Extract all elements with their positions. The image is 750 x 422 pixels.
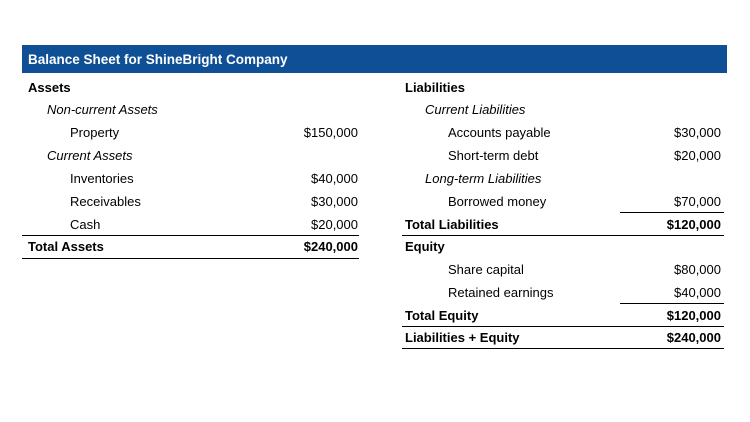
non-current-assets-label: Non-current Assets [47, 102, 158, 117]
current-liabilities-label: Current Liabilities [425, 102, 526, 117]
equity-subtotal-rule [620, 303, 724, 304]
retained-earnings-value: $40,000 [674, 285, 721, 300]
total-liabilities-value: $120,000 [666, 217, 721, 232]
share-capital-label: Share capital [448, 262, 524, 277]
total-assets-bottom-rule [22, 258, 359, 259]
equity-heading: Equity [405, 239, 445, 254]
total-assets-value: $240,000 [303, 239, 358, 254]
total-assets-top-rule [22, 235, 359, 236]
grand-total-rule [402, 348, 724, 349]
share-capital-value: $80,000 [674, 262, 721, 277]
property-value: $150,000 [303, 125, 358, 140]
short-term-debt-value: $20,000 [674, 148, 721, 163]
accounts-payable-value: $30,000 [674, 125, 721, 140]
total-assets-label: Total Assets [28, 239, 104, 254]
receivables-label: Receivables [70, 194, 141, 209]
borrowed-money-value: $70,000 [674, 194, 721, 209]
liabilities-heading: Liabilities [405, 80, 465, 95]
liabilities-subtotal-rule [620, 212, 724, 213]
total-liabilities-rule [402, 235, 724, 236]
current-assets-label: Current Assets [47, 148, 133, 163]
short-term-debt-label: Short-term debt [448, 148, 539, 163]
long-term-liabilities-label: Long-term Liabilities [425, 171, 542, 186]
property-label: Property [70, 125, 120, 140]
total-equity-label: Total Equity [405, 308, 479, 323]
total-equity-value: $120,000 [666, 308, 721, 323]
inventories-label: Inventories [70, 171, 134, 186]
total-liabilities-label: Total Liabilities [405, 217, 499, 232]
cash-value: $20,000 [311, 217, 358, 232]
accounts-payable-label: Accounts payable [448, 125, 551, 140]
cash-label: Cash [70, 217, 101, 232]
receivables-value: $30,000 [311, 194, 358, 209]
balance-sheet-title: Balance Sheet for ShineBright Company [22, 45, 727, 73]
inventories-value: $40,000 [311, 171, 358, 186]
total-equity-rule [402, 326, 724, 327]
liabilities-plus-equity-value: $240,000 [666, 330, 721, 345]
liabilities-plus-equity-label: Liabilities + Equity [405, 330, 520, 345]
assets-heading: Assets [28, 80, 71, 95]
borrowed-money-label: Borrowed money [448, 194, 547, 209]
retained-earnings-label: Retained earnings [448, 285, 554, 300]
